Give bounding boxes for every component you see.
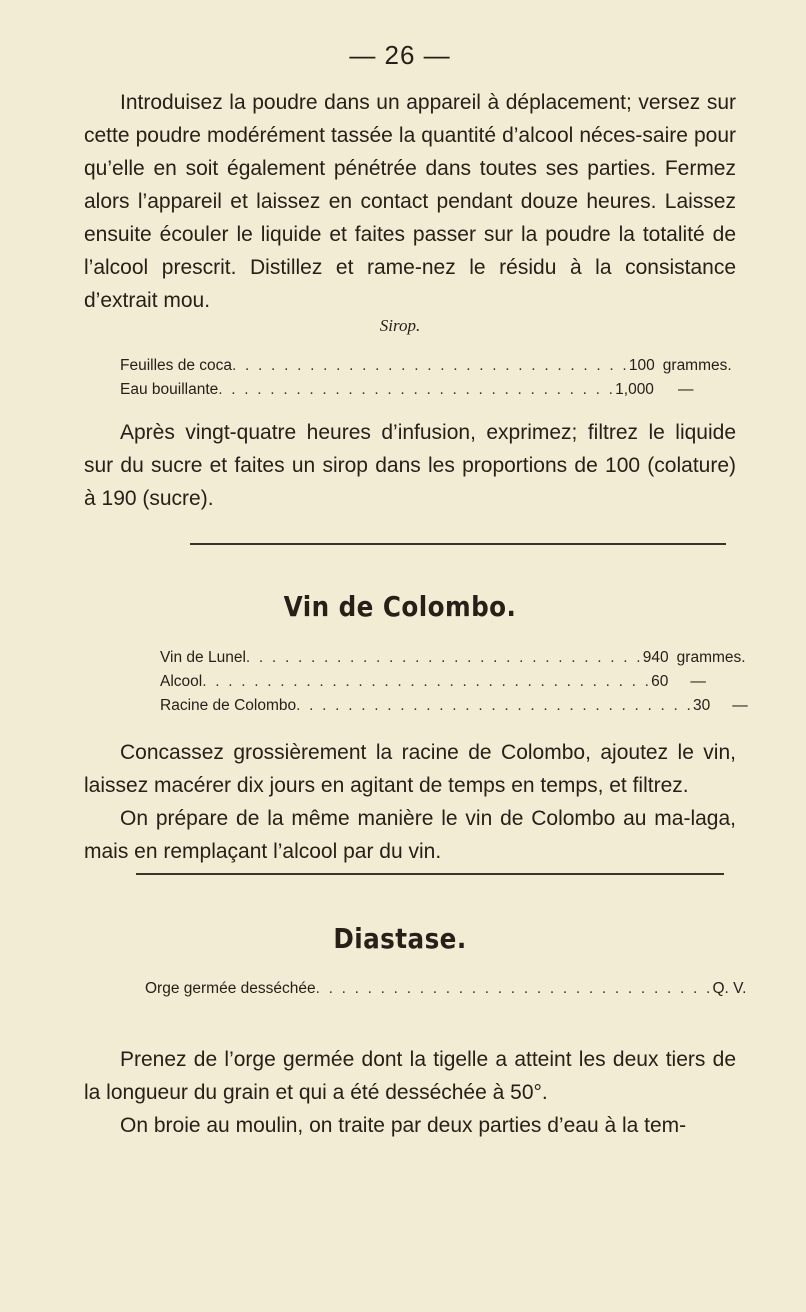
diastase-ingredients-table <box>145 977 747 1001</box>
vin-colombo-paragraphs <box>84 736 736 868</box>
ingredient-quantity: 940 <box>642 649 669 666</box>
ingredient-unit: — <box>732 697 748 714</box>
ingredient-row <box>160 670 706 694</box>
dot-leader: . . . . . . . . . . . . . . . . . . . . . . . . . . . . . . . <box>232 357 629 374</box>
intro-paragraph <box>84 86 736 317</box>
ingredient-name: Eau bouillante <box>120 381 219 398</box>
diastase-paragraph-1: Prenez de l’orge germée dont la tigelle a atteint les deux tiers de la longueur du grain et qui a été desséchée à 50°. <box>84 1048 736 1104</box>
ingredient-row <box>145 977 747 1001</box>
ingredient-name: Feuilles de coca <box>120 357 233 374</box>
vin-colombo-ingredients-table <box>160 646 748 718</box>
ingredient-quantity: 30 <box>693 697 711 714</box>
ingredient-name: Alcool <box>160 673 203 690</box>
ingredient-quantity: 60 <box>651 673 669 690</box>
ingredient-row <box>160 694 748 718</box>
ingredient-quantity: 100 <box>628 357 655 374</box>
section-divider <box>190 543 726 545</box>
vin-colombo-title: Vin de Colombo. <box>283 590 517 623</box>
section-divider <box>136 873 724 875</box>
sirop-paragraph <box>84 416 736 515</box>
vin-colombo-paragraph-2: On prépare de la même manière le vin de Colombo au ma-laga, mais en remplaçant l’alcool par du vin. <box>84 807 736 863</box>
ingredient-name: Orge germée desséchée <box>145 980 316 997</box>
dot-leader: . . . . . . . . . . . . . . . . . . . . . . . . . . . . . . . <box>296 697 694 714</box>
vin-colombo-paragraph-1: Concassez grossièrement la racine de Colombo, ajoutez le vin, laissez macérer dix jours en agitant de temps en temps, et filtrez. <box>84 741 736 797</box>
ingredient-unit: — <box>690 673 706 690</box>
sirop-subtitle: Sirop. <box>379 316 421 335</box>
dot-leader: . . . . . . . . . . . . . . . . . . . . . . . . . . . . . . . <box>245 649 643 666</box>
page-number: — 26 — <box>349 40 451 70</box>
dot-leader: . . . . . . . . . . . . . . . . . . . . . . . . . . . . . . . . . . . <box>202 673 652 690</box>
ingredient-name: Racine de Colombo <box>160 697 297 714</box>
ingredient-unit: grammes. <box>676 649 746 666</box>
ingredient-unit: grammes. <box>662 357 732 374</box>
ingredient-unit: — <box>677 381 694 398</box>
sirop-paragraph-text: Après vingt-quatre heures d’infusion, exprimez; filtrez le liquide sur du sucre et faites un sirop dans les proportions de 100 (colature) à 190 (sucre). <box>84 421 736 510</box>
ingredient-quantity: Q. V. <box>712 980 747 997</box>
diastase-title: Diastase. <box>333 922 467 955</box>
sirop-ingredients-table <box>120 354 732 402</box>
ingredient-row <box>160 646 746 670</box>
dot-leader: . . . . . . . . . . . . . . . . . . . . . . . . . . . . . . . <box>218 381 616 398</box>
intro-paragraph-text: Introduisez la poudre dans un appareil à déplacement; versez sur cette poudre modérément tassée la quantité d’alcool néces-saire pour qu’elle en soit également pénétrée dans toutes ses parties. Fermez alors l’appareil et laissez en contact pendant douze heures. Laissez ensuite écouler le liquide et faites passer sur la poudre la totalité de l’alcool prescrit. Distillez et rame-nez le résidu à la consistance d’extrait mou. <box>84 91 736 312</box>
ingredient-row <box>120 378 694 402</box>
ingredient-row <box>120 354 732 378</box>
diastase-paragraph-2: On broie au moulin, on traite par deux parties d’eau à la tem- <box>120 1114 687 1137</box>
diastase-paragraphs <box>84 1043 736 1142</box>
dot-leader: . . . . . . . . . . . . . . . . . . . . . . . . . . . . . . . <box>315 980 713 997</box>
ingredient-quantity: 1,000 <box>615 381 654 398</box>
ingredient-name: Vin de Lunel <box>160 649 246 666</box>
